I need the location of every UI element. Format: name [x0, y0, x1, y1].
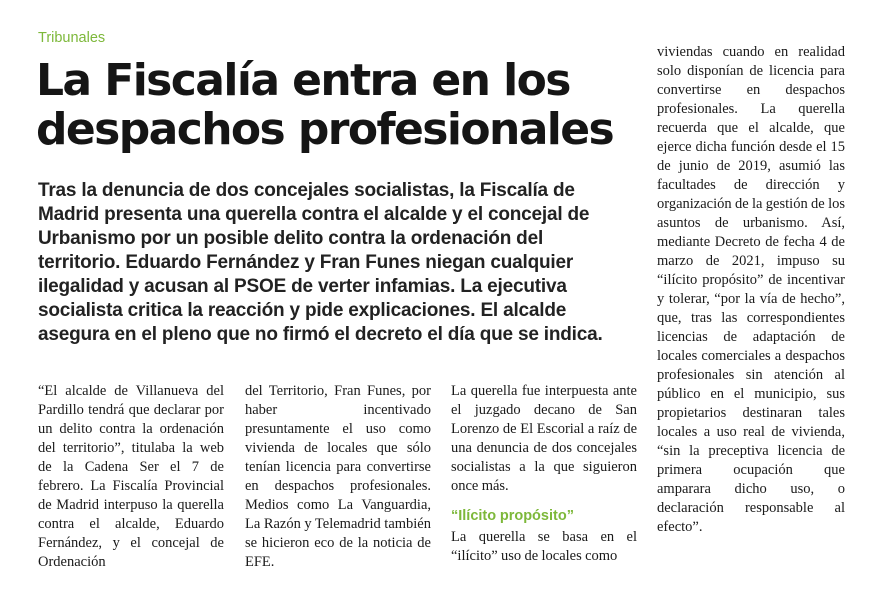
headline: La Fiscalía entra en los despachos profesionales [36, 55, 614, 155]
section-label: Tribunales [38, 30, 106, 46]
body-paragraph: La querella fue interpuesta ante el juzgado decano de San Lorenzo de El Escorial a raíz de una denuncia de dos concejales socialistas a la que siguieron once más. [451, 383, 637, 494]
lead-paragraph: Tras la denuncia de dos concejales socialistas, la Fiscalía de Madrid presenta una querella contra el alcalde y el concejal de Urbanismo por un posible delito contra la ordenación del territorio. Eduardo Fernández y Fran Funes niegan cualquier ilegalidad y acusan al PSOE de verter infamias. La ejecutiva socialista critica la reacción y pide explicaciones. El alcalde asegura en el pleno que no firmó el decreto el día que se indica. [38, 180, 603, 345]
body-column-4 [657, 43, 845, 537]
body-column-2 [245, 382, 431, 572]
subheading: “Ilícito propósito” [451, 508, 574, 524]
body-paragraph: La querella se basa en el “ilícito” uso de locales como [451, 529, 637, 564]
body-column-3 [451, 382, 637, 566]
body-column-1 [38, 382, 224, 572]
body-paragraph: “El alcalde de Villanueva del Pardillo tendrá que declarar por un delito contra la ordenación del territorio”, titulaba la web de la Cadena Ser el 7 de febrero. La Fiscalía Provincial de Madrid interpuso la querella contra el alcalde, Eduardo Fernández, y el concejal de Ordenación [38, 383, 224, 570]
body-paragraph: del Territorio, Fran Funes, por haber incentivado presuntamente el uso como vivienda de locales que sólo tenían licencia para convertirse en despachos profesionales. Medios como La Vanguardia, La Razón y Telemadrid también se hicieron eco de la noticia de EFE. [245, 383, 431, 570]
body-paragraph: viviendas cuando en realidad solo disponían de licencia para convertirse en despachos profesionales. La querella recuerda que el alcalde, que ejerce dicha función desde el 15 de junio de 2019, asumió las facultades de dirección y organización de la gestión de los asuntos de urbanismo. Así, mediante Decreto de fecha 4 de marzo de 2021, impuso su “ilícito propósito” de incentivar y tolerar, “por la vía de hecho”, que, tras las correspondientes licencias de adaptación de locales comerciales a despachos profesionales sin atención al público en el municipio, sus propietarios destinaran tales locales a uso real de vivienda, “sin la preceptiva licencia de primera ocupación que amparara dicho uso, o declaración responsable al efecto”. [657, 44, 845, 535]
